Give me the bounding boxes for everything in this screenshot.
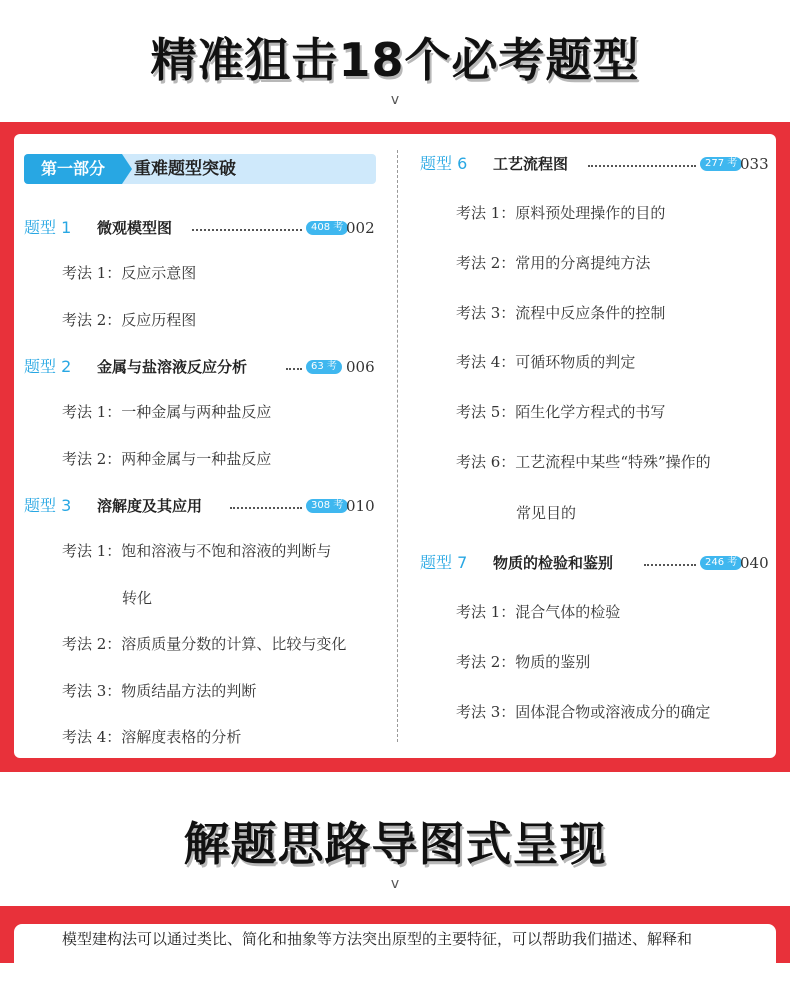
method-item[interactable]: 考法 4：溶解度表格的分析 — [62, 728, 242, 746]
method-item[interactable]: 考法 4：可循环物质的判定 — [456, 353, 636, 371]
method-item[interactable]: 考法 3：流程中反应条件的控制 — [456, 304, 666, 322]
type-name: 工艺流程图 — [493, 155, 569, 173]
section-heading-mindmap: 解题思路导图式呈现 — [183, 817, 607, 871]
method-item[interactable]: 考法 3：固体混合物或溶液成分的确定 — [456, 703, 711, 721]
type-label: 题型 2 — [24, 357, 72, 376]
leader-dots — [230, 507, 302, 509]
question-type-1[interactable] — [24, 216, 376, 240]
leader-dots — [588, 165, 696, 167]
type-label: 题型 7 — [420, 553, 468, 572]
chevron-down-icon: v — [390, 876, 400, 892]
leader-dots — [286, 368, 302, 370]
method-item[interactable]: 考法 2：溶质质量分数的计算、比较与变化 — [62, 635, 347, 653]
chevron-down-icon: v — [390, 92, 400, 108]
question-type-7[interactable] — [420, 551, 772, 575]
method-item[interactable]: 考法 2：两种金属与一种盐反应 — [62, 450, 272, 468]
question-type-3[interactable] — [24, 494, 376, 518]
method-item-continued[interactable]: 常见目的 — [516, 504, 577, 522]
method-item[interactable]: 考法 3：物质结晶方法的判断 — [62, 682, 257, 700]
page-number: 040 — [740, 554, 769, 572]
page-number: 010 — [346, 497, 375, 515]
method-item[interactable]: 考法 1：反应示意图 — [62, 264, 197, 282]
method-item-continued[interactable]: 转化 — [122, 589, 153, 607]
exam-count-badge: 246 考 — [700, 556, 742, 570]
method-item[interactable]: 考法 1：饱和溶液与不饱和溶液的判断与 — [62, 542, 332, 560]
type-name: 物质的检验和鉴别 — [493, 554, 614, 572]
part-tag: 第一部分 — [24, 154, 122, 184]
question-type-6[interactable] — [420, 152, 772, 176]
type-name: 溶解度及其应用 — [97, 497, 203, 515]
method-item[interactable]: 考法 5：陌生化学方程式的书写 — [456, 403, 666, 421]
question-type-2[interactable] — [24, 355, 376, 379]
type-label: 题型 3 — [24, 496, 72, 515]
method-item[interactable]: 考法 1：一种金属与两种盐反应 — [62, 403, 272, 421]
method-item[interactable]: 考法 1：混合气体的检验 — [456, 603, 621, 621]
column-divider — [397, 150, 398, 742]
section-heading-types: 精准狙击18个必考题型 — [150, 33, 640, 87]
method-item[interactable]: 考法 1：原料预处理操作的目的 — [456, 204, 666, 222]
leader-dots — [644, 564, 696, 566]
method-item[interactable]: 考法 2：常用的分离提纯方法 — [456, 254, 651, 272]
type-label: 题型 1 — [24, 218, 72, 237]
intro-text: 模型建构法可以通过类比、简化和抽象等方法突出原型的主要特征，可以帮助我们描述、解释和 — [62, 930, 693, 948]
type-label: 题型 6 — [420, 154, 468, 173]
page-number: 002 — [346, 219, 375, 237]
method-item[interactable]: 考法 2：反应历程图 — [62, 311, 197, 329]
page-number: 033 — [740, 155, 769, 173]
method-item[interactable]: 考法 2：物质的鉴别 — [456, 653, 591, 671]
page-number: 006 — [346, 358, 375, 376]
part-title: 重难题型突破 — [134, 159, 236, 179]
type-name: 金属与盐溶液反应分析 — [97, 358, 248, 376]
exam-count-badge: 277 考 — [700, 157, 742, 171]
exam-count-badge: 63 考 — [306, 360, 342, 374]
exam-count-badge: 408 考 — [306, 221, 348, 235]
method-item[interactable]: 考法 6：工艺流程中某些“特殊”操作的 — [456, 453, 711, 471]
type-name: 微观模型图 — [97, 219, 173, 237]
leader-dots — [192, 229, 302, 231]
exam-count-badge: 308 考 — [306, 499, 348, 513]
